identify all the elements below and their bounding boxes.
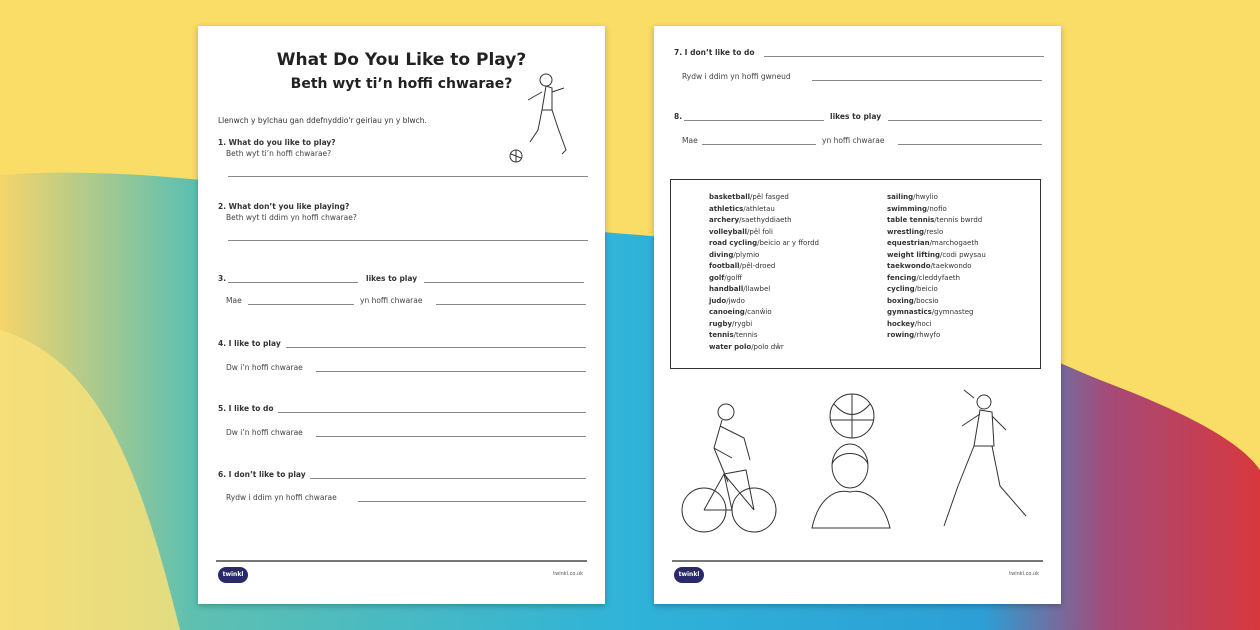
word-bank-item [887,250,986,262]
word-english: road cycling [709,239,758,247]
word-bank-item [709,227,819,239]
blank-8c[interactable] [702,144,816,145]
answer-prompt-6: Rydw i ddim yn hoffi chwarae [226,493,337,502]
worksheet-page-1 [198,26,605,604]
word-bank-item [887,192,986,204]
footer-url: twinkl.co.uk [553,571,583,577]
blank-3b[interactable] [424,282,584,283]
question-8-number: 8. [674,112,683,121]
word-bank-item [709,238,819,250]
word-bank-item [887,319,986,331]
footballer-illustration [508,68,578,168]
word-english: taekwondo [887,262,931,270]
answer-line-2[interactable] [228,240,588,241]
word-bank-item [709,319,819,331]
word-welsh: /gymnasteg [931,308,974,316]
answer-prompt-1: Beth wyt ti’n hoffi chwarae? [226,149,332,158]
word-english: boxing [887,296,914,305]
water-polo-illustration [804,388,894,533]
word-english: weight lifting [887,250,940,259]
word-welsh: /golff [724,273,743,282]
word-english: hockey [887,319,915,328]
word-welsh: /bocsio [913,296,939,305]
word-bank-item [709,307,819,319]
word-bank-item [887,261,986,273]
word-bank-item [887,330,986,342]
twinkl-logo: twinkl [674,567,704,583]
question-5: 5. I like to do [218,404,274,413]
page-title: What Do You Like to Play? [276,50,527,70]
word-welsh: /hwylio [913,193,938,201]
word-english: judo [709,296,727,305]
answer-3-prefix: Mae [226,296,242,305]
word-bank-item [887,307,986,319]
blank-3c[interactable] [248,304,354,305]
word-english: swimming [887,204,928,213]
blank-3a[interactable] [228,282,358,283]
answer-8-text: yn hoffi chwarae [822,136,885,145]
word-bank-item [709,250,819,262]
word-welsh: /pêl-droed [739,262,776,270]
word-welsh: /reslo [923,227,944,236]
word-english: cycling [887,285,915,293]
answer-8-prefix: Mae [682,136,698,145]
word-bank-item [887,204,986,216]
question-3-text: likes to play [366,274,418,283]
word-welsh: /polo dŵr [751,342,784,351]
word-bank-item [887,215,986,227]
word-bank-item [709,273,819,285]
answer-prompt-7: Rydw i ddim yn hoffi gwneud [682,72,791,81]
tennis-player-illustration [934,386,1034,536]
blank-6a[interactable] [310,478,586,479]
word-bank-item [709,296,819,308]
footer-divider [672,560,1043,562]
blank-4b[interactable] [316,371,586,372]
word-english: volleyball [709,227,748,236]
blank-7a[interactable] [764,56,1044,57]
blank-5a[interactable] [278,412,586,413]
word-english: football [709,262,740,270]
blank-6b[interactable] [358,501,586,502]
instruction-text: Llenwch y bylchau gan ddefnyddio'r geiriau yn y blwch. [218,116,427,125]
word-welsh: /codi pwysau [939,250,986,259]
word-welsh: /marchogaeth [929,239,979,247]
word-bank-box [670,179,1041,369]
answer-line-1[interactable] [228,176,588,177]
word-bank-item [709,204,819,216]
word-bank-item [709,330,819,342]
word-english: fencing [887,273,917,282]
word-welsh: /beicio ar y ffordd [757,239,819,247]
word-welsh: /cleddyfaeth [916,273,961,282]
word-bank-item [887,284,986,296]
blank-8d[interactable] [898,144,1042,145]
word-welsh: /beicio [914,285,938,293]
answer-prompt-2: Beth wyt ti ddim yn hoffi chwarae? [226,213,357,222]
blank-7b[interactable] [812,80,1042,81]
blank-5b[interactable] [316,436,586,437]
question-6: 6. I don’t like to play [218,470,306,479]
word-welsh: /plymio [733,250,760,259]
twinkl-logo: twinkl [218,567,248,583]
cyclist-illustration [684,398,774,543]
word-welsh: /rhwyfo [914,331,941,339]
word-bank-item [887,238,986,250]
footer-divider [216,560,587,562]
word-english: sailing [887,193,914,201]
word-welsh: /canŵio [744,308,772,316]
word-english: equestrian [887,239,930,247]
blank-3d[interactable] [436,304,586,305]
word-bank-item [709,215,819,227]
word-bank-item [709,261,819,273]
question-2: 2. What don’t you like playing? [218,202,350,211]
blank-8b[interactable] [888,120,1042,121]
word-bank-item [709,342,819,354]
word-bank-item [709,192,819,204]
word-welsh: /llawbel [743,285,771,293]
word-english: gymnastics [887,308,932,316]
word-english: diving [709,250,734,259]
word-english: water polo [709,342,752,351]
word-welsh: /pêl fasged [750,193,789,201]
word-english: wrestling [887,227,924,236]
question-7: 7. I don’t like to do [674,48,755,57]
word-welsh: /tennis bwrdd [934,216,983,224]
word-bank-item [887,227,986,239]
word-bank-left-column [709,192,819,353]
word-welsh: /nofio [927,204,947,213]
word-welsh: /athletau [743,204,775,213]
word-english: golf [709,273,725,282]
word-welsh: /taekwondo [930,262,972,270]
word-english: canoeing [709,308,745,316]
word-bank-item [887,273,986,285]
word-welsh: /hoci [914,319,932,328]
answer-prompt-4: Dw i’n hoffi chwarae [226,363,303,372]
word-english: rowing [887,331,915,339]
question-8-text: likes to play [830,112,882,121]
blank-8a[interactable] [684,120,824,121]
word-welsh: /rygbi [732,319,753,328]
word-english: athletics [709,204,744,213]
word-english: rugby [709,319,733,328]
word-english: handball [709,285,744,293]
word-bank-item [709,284,819,296]
word-english: archery [709,216,740,224]
answer-3-text: yn hoffi chwarae [360,296,423,305]
word-english: table tennis [887,216,935,224]
question-3-number: 3. [218,274,227,283]
word-bank-right-column [887,192,986,342]
word-english: tennis [709,331,734,339]
blank-4a[interactable] [286,347,586,348]
word-welsh: /saethyddiaeth [739,216,792,224]
word-english: basketball [709,193,750,201]
word-welsh: /tennis [733,331,758,339]
worksheet-page-2 [654,26,1061,604]
word-welsh: /pêl foli [747,227,773,236]
question-4: 4. I like to play [218,339,281,348]
footer-url: twinkl.co.uk [1009,571,1039,577]
question-1: 1. What do you like to play? [218,138,336,147]
answer-prompt-5: Dw i’n hoffi chwarae [226,428,303,437]
page-subtitle: Beth wyt ti’n hoffi chwarae? [290,76,513,92]
word-bank-item [887,296,986,308]
word-welsh: /jwdo [726,296,745,305]
